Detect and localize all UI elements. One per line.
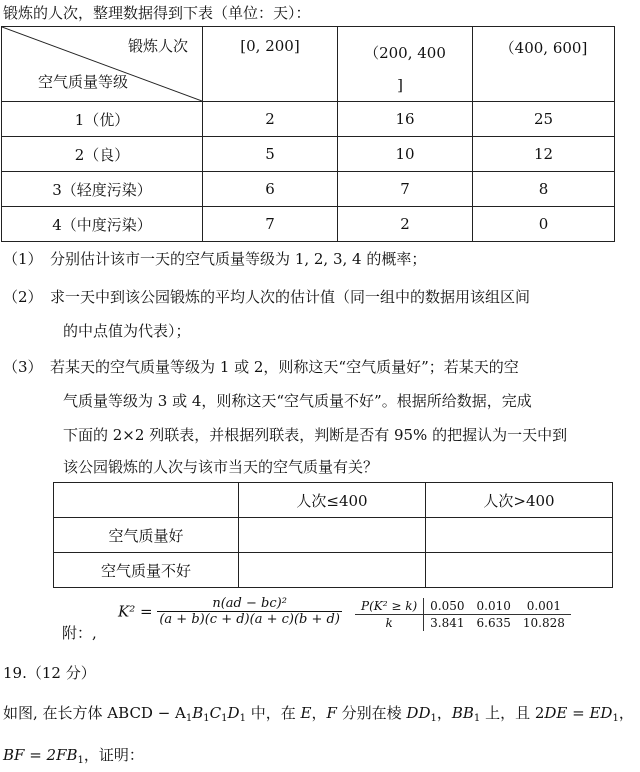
header-exercise-count: 锻炼人次 bbox=[127, 37, 188, 55]
p-header: P(K² ≥ k) bbox=[355, 598, 424, 615]
diagonal-header-cell bbox=[2, 27, 203, 102]
col-header-gt400: 人次>400 bbox=[426, 483, 613, 518]
problem-19-text-start: 如图, 在长方体 ABCD − A bbox=[3, 704, 186, 722]
question-2-line1: （2） 求一天中到该公园锻炼的平均人次的估计值（同一组中的数据用该组区间 bbox=[3, 288, 531, 306]
question-3-line1: （3） 若某天的空气质量等级为 1 或 2，则称这天“空气质量好”；若某天的空 bbox=[3, 358, 519, 376]
cell: 5 bbox=[203, 137, 338, 172]
row-good-air: 空气质量好 bbox=[54, 518, 239, 553]
cell: 8 bbox=[473, 172, 615, 207]
question-1: （1） 分别估计该市一天的空气质量等级为 1, 2, 3, 4 的概率； bbox=[3, 250, 427, 268]
data-table bbox=[1, 26, 615, 242]
row-label: 3（轻度污染） bbox=[2, 172, 203, 207]
p-value: 0.050 bbox=[424, 598, 471, 615]
blank-cell bbox=[426, 553, 613, 588]
blank-cell bbox=[239, 553, 426, 588]
formula-fraction bbox=[157, 596, 342, 627]
p-value: 0.001 bbox=[517, 598, 571, 615]
formula-numerator: n(ad − bc)² bbox=[157, 596, 342, 612]
cell: 6 bbox=[203, 172, 338, 207]
header-air-quality: 空气质量等级 bbox=[38, 73, 129, 91]
contingency-table bbox=[53, 482, 613, 588]
table-row bbox=[2, 207, 615, 242]
p-value: 0.010 bbox=[471, 598, 517, 615]
intro-text: 锻炼的人次，整理数据得到下表（单位：天）： bbox=[3, 4, 311, 22]
problem-19-prove: ，证明： bbox=[83, 746, 144, 764]
k-value: 3.841 bbox=[424, 615, 471, 632]
cell: 25 bbox=[473, 102, 615, 137]
formula-lhs: K² = bbox=[118, 602, 153, 621]
col-header-2 bbox=[338, 27, 473, 102]
cell: 2 bbox=[338, 207, 473, 242]
appendix-label: 附：, bbox=[62, 624, 97, 642]
blank-cell bbox=[239, 518, 426, 553]
cell: 12 bbox=[473, 137, 615, 172]
cell: 0 bbox=[473, 207, 615, 242]
critical-value-table bbox=[355, 598, 571, 631]
table-row bbox=[2, 137, 615, 172]
col-header-2a: （200, 400 bbox=[364, 44, 446, 62]
row-label: 2（良） bbox=[2, 137, 203, 172]
problem-19-line2: BF = $2FB_1$，证明： bbox=[3, 746, 144, 766]
question-3-line4: 该公园锻炼的人次与该市当天的空气质量有关？ bbox=[63, 458, 379, 476]
question-3-line2: 气质量等级为 3 或 4，则称这天“空气质量不好”。根据所给数据，完成 bbox=[63, 392, 532, 410]
problem-19-heading: 19.（12 分） bbox=[3, 664, 96, 682]
table-row bbox=[2, 102, 615, 137]
row-bad-air: 空气质量不好 bbox=[54, 553, 239, 588]
empty-corner-cell bbox=[54, 483, 239, 518]
col-header-2b: ] bbox=[397, 76, 403, 94]
k-value: 6.635 bbox=[476, 616, 511, 630]
k-value: 10.828 bbox=[522, 616, 565, 630]
chi-square-formula bbox=[118, 596, 342, 627]
problem-19-equation: BF = 2FB bbox=[3, 746, 78, 764]
k-header: k bbox=[385, 616, 393, 630]
cell: 16 bbox=[338, 102, 473, 137]
question-2-line2: 的中点值为代表）； bbox=[63, 322, 191, 340]
cell: 2 bbox=[203, 102, 338, 137]
table-row bbox=[2, 172, 615, 207]
problem-19-line1: 如图, 在长方体 ABCD − $A_1B_1C_1D_1$ 中，在 E，F 分别在棱 $DD_1$，$BB_1$ 上，且 $2DE = ED_1$， bbox=[3, 704, 634, 724]
col-header-le400: 人次≤400 bbox=[239, 483, 426, 518]
col-header-1: [0, 200] bbox=[203, 27, 338, 102]
cell: 7 bbox=[338, 172, 473, 207]
row-label: 1（优） bbox=[2, 102, 203, 137]
question-3-line3: 下面的 2×2 列联表，并根据列联表，判断是否有 95% 的把握认为一天中到 bbox=[63, 426, 568, 444]
blank-cell bbox=[426, 518, 613, 553]
row-label: 4（中度污染） bbox=[2, 207, 203, 242]
col-header-3: （400, 600] bbox=[473, 27, 615, 102]
formula-denominator: (a + b)(c + d)(a + c)(b + d) bbox=[159, 612, 340, 627]
cell: 10 bbox=[338, 137, 473, 172]
cell: 7 bbox=[203, 207, 338, 242]
